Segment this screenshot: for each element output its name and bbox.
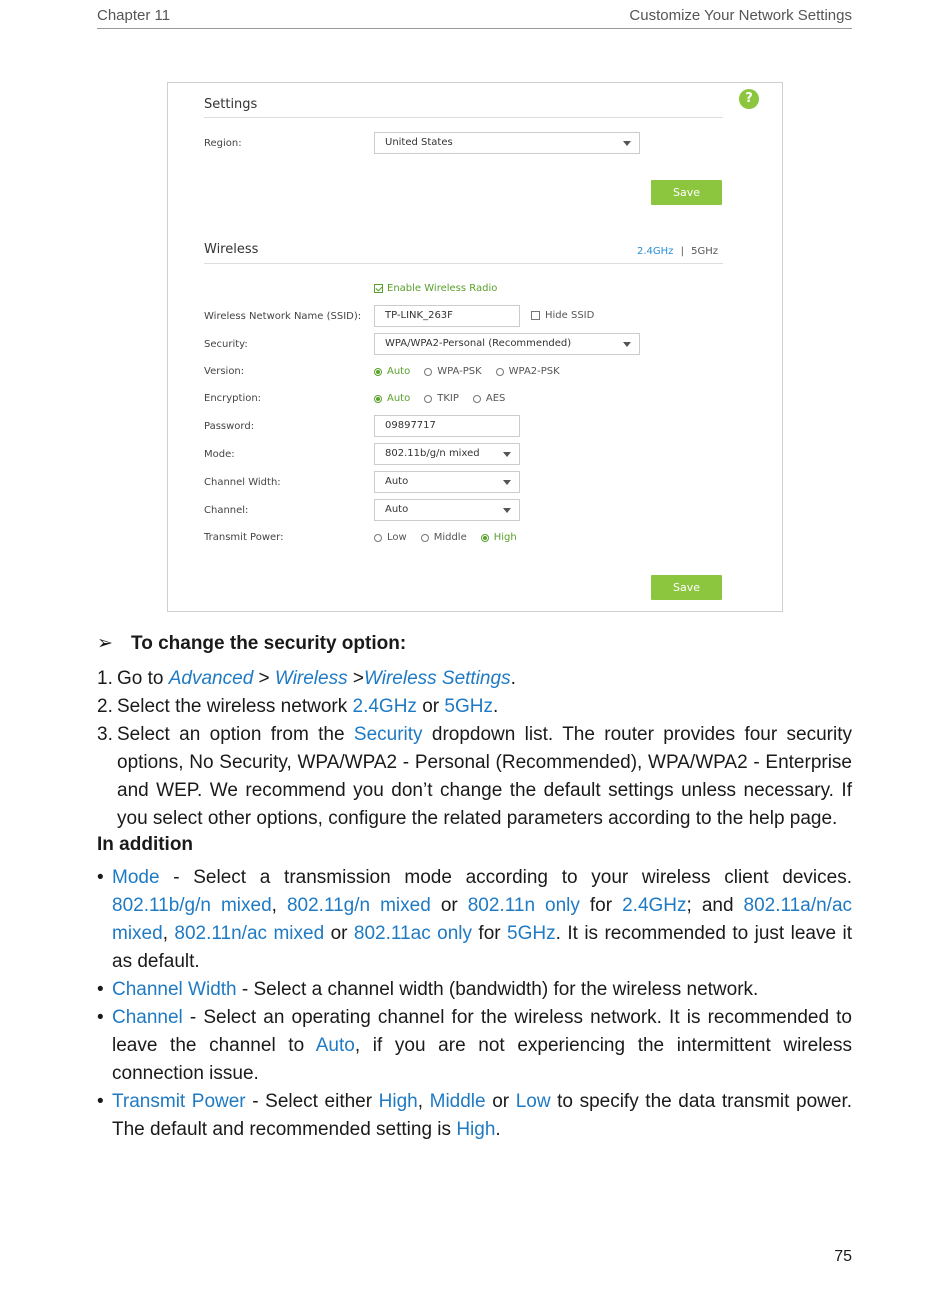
channel-label: Channel: — [204, 505, 249, 516]
version-wpa2-psk-radio[interactable]: WPA2-PSK — [496, 366, 560, 377]
security-label: Security: — [204, 339, 248, 350]
mode-value: 802.11b/g/n mixed — [385, 448, 480, 459]
version-label: Version: — [204, 366, 245, 377]
settings-title: Settings — [204, 97, 258, 112]
step-2: 2. Select the wireless network 2.4GHz or 5GHz. — [97, 696, 499, 717]
mode-label: Mode: — [204, 449, 235, 460]
version-wpa-psk-radio[interactable]: WPA-PSK — [424, 366, 481, 377]
hide-ssid-row — [531, 310, 594, 321]
divider — [204, 263, 723, 264]
encryption-aes-radio[interactable]: AES — [473, 393, 506, 404]
enable-wireless-label: Enable Wireless Radio — [387, 283, 498, 294]
page-number: 75 — [834, 1248, 852, 1265]
section-heading: ➢ To change the security option: — [97, 630, 852, 658]
ssid-label: Wireless Network Name (SSID): — [204, 311, 362, 322]
password-label: Password: — [204, 421, 255, 432]
chevron-down-icon — [503, 452, 511, 457]
page-header — [97, 6, 852, 29]
help-icon[interactable]: ? — [739, 89, 759, 109]
tab-separator: | — [680, 246, 684, 257]
mode-select[interactable] — [374, 443, 520, 465]
transmit-power-bullet: • Transmit Power - Select either High, Middle or Low to specify the data transmit power. The default and recommended setting is High. — [97, 1091, 853, 1140]
channel-bullet: • Channel - Select an operating channel for the wireless network. It is recommended to leave the channel to Auto, if you are not experiencing the intermittent wireless connection issue. — [97, 1007, 852, 1084]
region-select[interactable] — [374, 132, 640, 154]
arrow-bullet-icon: ➢ — [97, 633, 113, 654]
transmit-power-radio-group — [374, 532, 517, 543]
chapter-title: Customize Your Network Settings — [629, 7, 852, 24]
region-label: Region: — [204, 138, 242, 149]
transmit-power-label: Transmit Power: — [204, 532, 284, 543]
chevron-down-icon — [503, 480, 511, 485]
chevron-down-icon — [623, 141, 631, 146]
power-high-radio[interactable]: High — [481, 532, 517, 543]
channel-width-select[interactable] — [374, 471, 520, 493]
chapter-label: Chapter 11 — [97, 7, 171, 24]
wireless-title: Wireless — [204, 242, 259, 257]
security-select[interactable] — [374, 333, 640, 355]
version-auto-radio[interactable]: Auto — [374, 366, 410, 377]
version-radio-group — [374, 366, 560, 377]
channel-select[interactable] — [374, 499, 520, 521]
channel-width-bullet: • Channel Width - Select a channel width (bandwidth) for the wireless network. — [97, 979, 759, 1000]
encryption-radio-group — [374, 393, 505, 404]
power-middle-radio[interactable]: Middle — [421, 532, 467, 543]
ssid-input[interactable]: TP-LINK_263F — [374, 305, 520, 327]
encryption-label: Encryption: — [204, 393, 262, 404]
enable-wireless-row — [374, 283, 497, 294]
encryption-tkip-radio[interactable]: TKIP — [424, 393, 459, 404]
tab-2-4ghz[interactable]: 2.4GHz — [637, 246, 674, 257]
wireless-save-button[interactable]: Save — [651, 575, 722, 600]
link-advanced[interactable]: Advanced — [168, 668, 254, 689]
channel-value: Auto — [385, 504, 409, 515]
hide-ssid-label: Hide SSID — [545, 310, 595, 321]
region-value: United States — [385, 137, 453, 148]
link-wireless[interactable]: Wireless — [274, 668, 348, 689]
document-body — [97, 630, 852, 1144]
security-value: WPA/WPA2-Personal (Recommended) — [385, 338, 572, 349]
in-addition-heading: In addition — [97, 834, 194, 855]
channel-width-label: Channel Width: — [204, 477, 281, 488]
mode-bullet: • Mode - Select a transmission mode according to your wireless client devices. 802.11b/g/n mixed, 802.11g/n mixed or 802.11n only for 2.4GHz; and 802.11a/n/ac mixed, 802.11n/ac mixed or 802.11ac only for 5GHz. It is recommended to just leave it as default. — [97, 867, 853, 972]
encryption-auto-radio[interactable]: Auto — [374, 393, 410, 404]
chevron-down-icon — [503, 508, 511, 513]
link-wireless-settings[interactable]: Wireless Settings — [363, 668, 511, 689]
hide-ssid-checkbox[interactable] — [531, 311, 540, 320]
enable-wireless-checkbox[interactable] — [374, 284, 383, 293]
power-low-radio[interactable]: Low — [374, 532, 407, 543]
password-input[interactable]: 09897717 — [374, 415, 520, 437]
channel-width-value: Auto — [385, 476, 409, 487]
step-3: 3. Select an option from the Security dropdown list. The router provides four security options, No Security, WPA/WPA2 - Personal (Recommended), WPA/WPA2 - Enterprise and WEP. We recommend you don’t change the default settings unless necessary. If you select other options, configure the related parameters according to the help page. — [97, 724, 852, 829]
step-1: 1. Go to Advanced > Wireless >Wireless Settings. — [97, 668, 516, 689]
router-settings-screenshot — [167, 82, 783, 612]
tab-5ghz[interactable]: 5GHz — [691, 246, 719, 257]
chevron-down-icon — [623, 342, 631, 347]
save-button[interactable]: Save — [651, 180, 722, 205]
divider — [204, 117, 723, 118]
band-tabs — [637, 246, 718, 257]
